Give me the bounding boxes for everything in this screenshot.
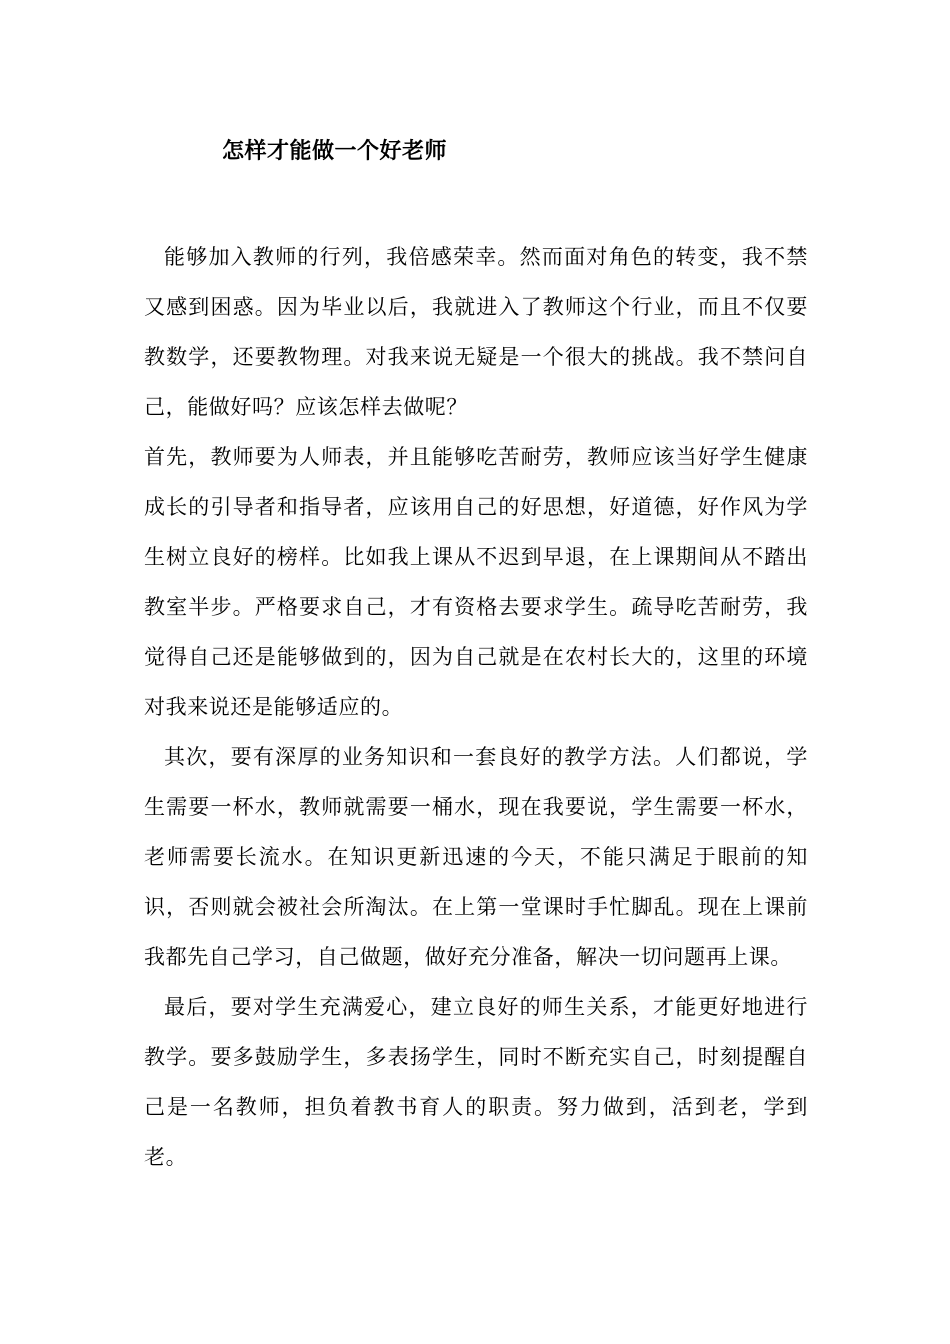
paragraph-intro: 能够加入教师的行列，我倍感荣幸。然而面对角色的转变，我不禁又感到困惑。因为毕业以后，我就进入了教师这个行业，而且不仅要教数学，还要教物理。对我来说无疑是一个很大的挑战。我不禁问自己，能做好吗？应该怎样去做呢？ (144, 245, 808, 419)
paragraph-first-point: 首先，教师要为人师表，并且能够吃苦耐劳，教师应该当好学生健康成长的引导者和指导者，应该用自己的好思想，好道德，好作风为学生树立良好的榜样。比如我上课从不迟到早退，在上课期间从不踏出教室半步。严格要求自己，才有资格去要求学生。疏导吃苦耐劳，我觉得自己还是能够做到的，因为自己就是在农村长大的，这里的环境对我来说还是能够适应的。 (144, 445, 808, 719)
document-body (144, 232, 808, 1182)
paragraph-second-point: 其次，要有深厚的业务知识和一套良好的教学方法。人们都说，学生需要一杯水，教师就需要一桶水，现在我要说，学生需要一杯水，老师需要长流水。在知识更新迅速的今天，不能只满足于眼前的知识，否则就会被社会所淘汰。在上第一堂课时手忙脚乱。现在上课前我都先自己学习，自己做题，做好充分准备，解决一切问题再上课。 (144, 745, 808, 969)
document-title: 怎样才能做一个好老师 (222, 138, 448, 164)
paragraph-final-point: 最后，要对学生充满爱心，建立良好的师生关系，才能更好地进行教学。要多鼓励学生，多表扬学生，同时不断充实自己，时刻提醒自己是一名教师，担负着教书育人的职责。努力做到，活到老，学到老。 (144, 995, 808, 1169)
